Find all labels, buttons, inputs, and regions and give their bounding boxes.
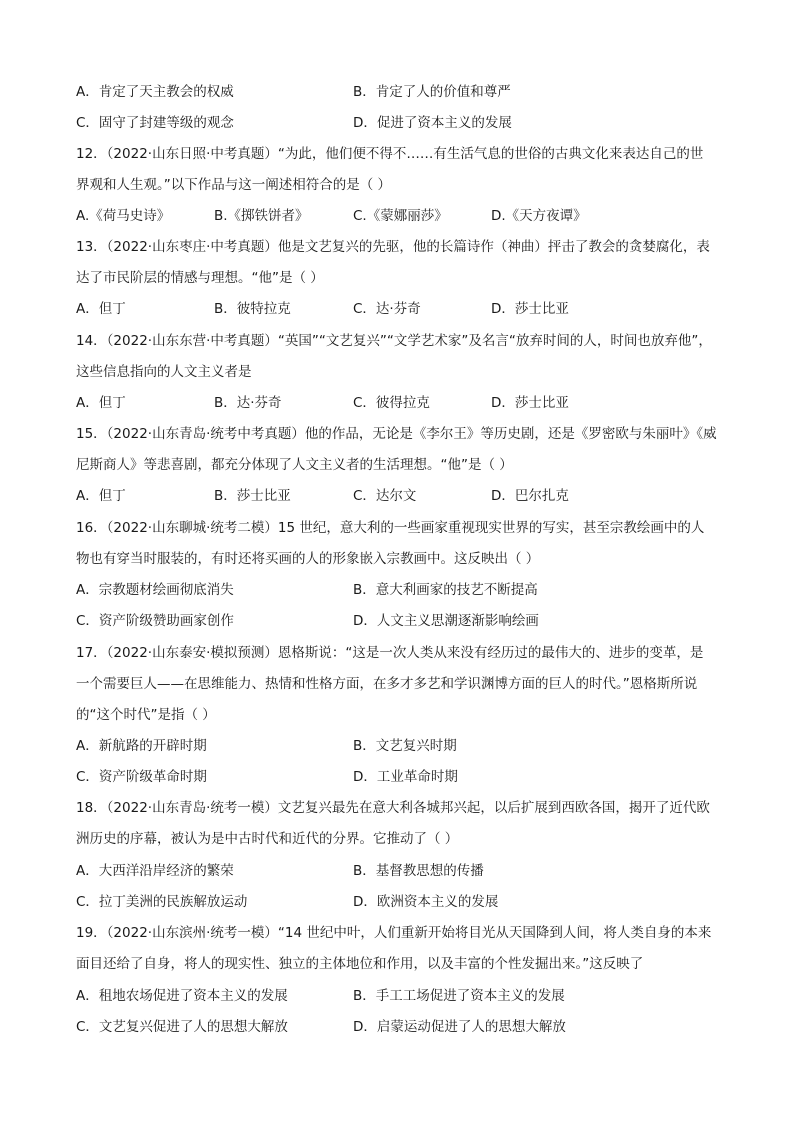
option-d[interactable]: D．促进了资本主义的发展 — [353, 115, 512, 131]
option-a[interactable]: A．大西洋沿岸经济的繁荣 — [76, 863, 234, 879]
question-stem-line: 19．（2022·山东滨州·统考一模）“14 世纪中叶，人们重新开始将目光从天国降到人间，将人类自身的本来 — [76, 925, 712, 941]
question-stem-line: 物也有穿当时服装的，有时还将买画的人的形象嵌入宗教画中。这反映出（ ） — [76, 551, 540, 567]
option-d[interactable]: D.《天方夜谭》 — [491, 208, 587, 224]
option-a[interactable]: A．但丁 — [76, 395, 126, 411]
option-b[interactable]: B．文艺复兴时期 — [353, 738, 457, 754]
option-c[interactable]: C．资产阶级赞助画家创作 — [76, 613, 234, 629]
option-b[interactable]: B．基督教思想的传播 — [353, 863, 484, 879]
option-d[interactable]: D．人文主义思潮逐渐影响绘画 — [353, 613, 539, 629]
question-stem-line: 达了市民阶层的情感与理想。“他”是（ ） — [76, 270, 324, 286]
option-a[interactable]: A．肯定了天主教会的权威 — [76, 84, 234, 100]
option-d[interactable]: D．巴尔扎克 — [491, 488, 569, 504]
option-b[interactable]: B．手工工场促进了资本主义的发展 — [353, 988, 565, 1004]
option-a[interactable]: A．租地农场促进了资本主义的发展 — [76, 988, 288, 1004]
option-c[interactable]: C.《蒙娜丽莎》 — [353, 208, 448, 224]
question-stem-line: 17．（2022·山东泰安·模拟预测）恩格斯说：“这是一次人类从来没有经历过的最伟大的、进步的变革，是 — [76, 645, 704, 661]
option-a[interactable]: A．但丁 — [76, 488, 126, 504]
question-stem-line: 16．（2022·山东聊城·统考二模）15 世纪，意大利的一些画家重视现实世界的写实，甚至宗教绘画中的人 — [76, 520, 705, 536]
question-stem-line: 18．（2022·山东青岛·统考一模）文艺复兴最先在意大利各城邦兴起，以后扩展到西欧各国，揭开了近代欧 — [76, 800, 710, 816]
option-b[interactable]: B．莎士比亚 — [214, 488, 291, 504]
option-d[interactable]: D．启蒙运动促进了人的思想大解放 — [353, 1019, 566, 1035]
question-stem-line: 13．（2022·山东枣庄·中考真题）他是文艺复兴的先驱，他的长篇诗作（神曲）抨击了教会的贪婪腐化，表 — [76, 239, 710, 255]
option-a[interactable]: A．宗教题材绘画彻底消失 — [76, 582, 234, 598]
question-stem-line: 15．（2022·山东青岛·统考中考真题）他的作品，无论是《李尔王》等历史剧，还是《罗密欧与朱丽叶》《威 — [76, 426, 717, 442]
question-stem-line: 尼斯商人》等悲喜剧，都充分体现了人文主义者的生活理想。“他”是（ ） — [76, 457, 513, 473]
option-c[interactable]: C．达·芬奇 — [353, 301, 421, 317]
option-b[interactable]: B．意大利画家的技艺不断提高 — [353, 582, 538, 598]
option-c[interactable]: C．彼得拉克 — [353, 395, 430, 411]
question-stem-line: 面目还给了自身，将人的现实性、独立的主体地位和作用，以及丰富的个性发掘出来。”这反映了 — [76, 956, 644, 972]
option-c[interactable]: C．拉丁美洲的民族解放运动 — [76, 894, 248, 910]
option-c[interactable]: C．资产阶级革命时期 — [76, 769, 207, 785]
option-b[interactable]: B．彼特拉克 — [214, 301, 291, 317]
question-stem-line: 这些信息指向的人文主义者是 — [76, 364, 252, 380]
option-d[interactable]: D．莎士比亚 — [491, 395, 569, 411]
option-d[interactable]: D．工业革命时期 — [353, 769, 458, 785]
option-a[interactable]: A.《荷马史诗》 — [76, 208, 171, 224]
option-c[interactable]: C．固守了封建等级的观念 — [76, 115, 234, 131]
option-c[interactable]: C．文艺复兴促进了人的思想大解放 — [76, 1019, 288, 1035]
option-b[interactable]: B．达·芬奇 — [214, 395, 282, 411]
question-stem-line: 的“这个时代”是指（ ） — [76, 707, 216, 723]
option-b[interactable]: B．肯定了人的价值和尊严 — [353, 84, 511, 100]
option-d[interactable]: D．欧洲资本主义的发展 — [353, 894, 499, 910]
question-stem-line: 洲历史的序幕，被认为是中古时代和近代的分界。它推动了（ ） — [76, 831, 459, 847]
option-d[interactable]: D．莎士比亚 — [491, 301, 569, 317]
option-a[interactable]: A．但丁 — [76, 301, 126, 317]
option-c[interactable]: C．达尔文 — [353, 488, 417, 504]
option-a[interactable]: A．新航路的开辟时期 — [76, 738, 207, 754]
question-stem-line: 12．（2022·山东日照·中考真题）“为此，他们便不得不……有生活气息的世俗的古典文化来表达自己的世 — [76, 146, 704, 162]
question-stem-line: 14．（2022·山东东营·中考真题）“英国”“文艺复兴”“文学艺术家”及名言“放弃时间的人，时间也放弃他”， — [76, 333, 712, 349]
question-stem-line: 界观和人生观。”以下作品与这一阐述相符合的是（ ） — [76, 177, 392, 193]
question-stem-line: 一个需要巨人——在思维能力、热情和性格方面，在多才多艺和学识渊博方面的巨人的时代。”恩格斯所说 — [76, 676, 698, 692]
option-b[interactable]: B.《掷铁饼者》 — [214, 208, 309, 224]
